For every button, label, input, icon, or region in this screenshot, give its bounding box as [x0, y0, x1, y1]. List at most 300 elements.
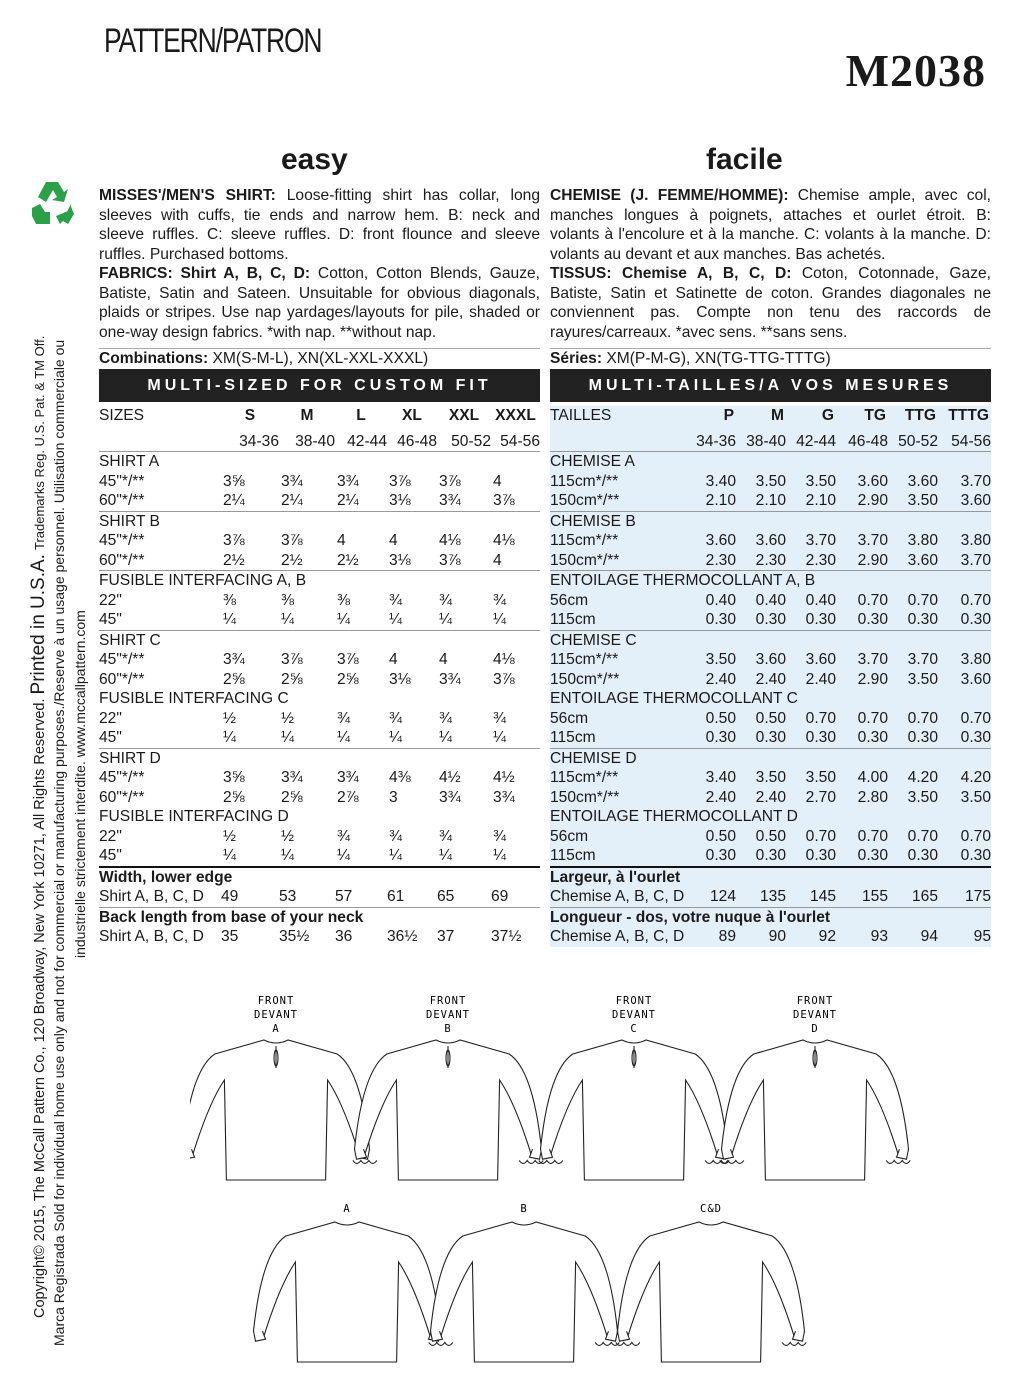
cell-value: 0.70: [907, 709, 938, 727]
table-row: [99, 709, 540, 729]
sidebar-line1: [28, 336, 50, 1318]
width-value: 175: [964, 888, 991, 905]
cell-value: 3⅝: [223, 769, 245, 786]
cell-value: 4: [389, 532, 398, 549]
table-row: [550, 768, 991, 788]
cell-value: ¼: [439, 611, 453, 628]
cell-value: ⅜: [281, 591, 295, 609]
cell-value: 0.70: [857, 591, 888, 609]
back-view-letter: C&D: [700, 1203, 722, 1215]
measure: 46-48: [397, 432, 437, 450]
cell-value: 0.30: [960, 847, 991, 864]
table-row: [550, 788, 991, 808]
desc-text-en: Loose-fitting shirt has collar, long sleeves with cuffs, tie ends and narrow hem. B: neck and sleeve ruffles. C: sleeve ruffles. D: front flounce and sleeve ruffles. Purchased bottoms.: [99, 187, 540, 263]
width-value: 53: [279, 888, 297, 905]
group-title-row: [99, 630, 540, 650]
cell-value: 4⅛: [493, 651, 515, 668]
cell-value: 4⅜: [389, 769, 411, 786]
cell-value: 3.50: [907, 788, 938, 806]
trademark-text: Trademarks Reg. U.S. Pat. & TM Off.: [32, 335, 47, 550]
cell-value: 4½: [493, 769, 515, 786]
width-title-row: [550, 867, 991, 888]
cell-value: 3.50: [960, 788, 991, 806]
devant-label: DEVANT: [612, 1009, 656, 1021]
size-m: M: [771, 407, 784, 424]
cell-value: 3¾: [439, 788, 461, 806]
cell-value: 2⅝: [281, 788, 303, 806]
fabrics-text-en: Cotton, Cotton Blends, Gauze, Batiste, Satin and Sateen. Unsuitable for obvious diagonals, plaids or stripes. Use nap yardages/layouts for pile, shaded or one-way design fabrics. *with nap. **without nap.: [99, 265, 540, 341]
devant-label: DEVANT: [426, 1009, 470, 1021]
yardage-table-en: [99, 406, 540, 947]
length-row: [99, 927, 540, 947]
cell-value: 3.60: [857, 472, 888, 490]
cell-value: 4: [493, 551, 502, 569]
cell-value: 3.70: [960, 472, 991, 490]
cell-value: 0.50: [705, 709, 736, 727]
measure: 50-52: [451, 432, 491, 450]
size-xxl: XXL: [448, 407, 480, 424]
cell-value: 3.50: [907, 670, 938, 688]
sidebar-line2: Marca Registrada Sold for individual home use only and not for commercial or manufacturing purposes./Reserve à un usage personnel. Utilisation commerciale ou: [51, 339, 67, 1346]
measures-row: [550, 432, 991, 452]
view-letter: B: [444, 1023, 452, 1035]
cell-value: 3.70: [857, 651, 888, 668]
row-label: 45"*/**: [99, 769, 145, 786]
shirt-sketch: [720, 1040, 910, 1180]
pattern-code: M2038: [845, 45, 986, 96]
cell-value: 2.40: [705, 670, 736, 688]
length-value: 92: [818, 928, 836, 945]
group-title: SHIRT A: [99, 452, 540, 472]
cell-value: 0.70: [857, 827, 888, 845]
row-label: 60"*/**: [99, 670, 145, 688]
back-view-letter: B: [520, 1203, 528, 1215]
group-title: CHEMISE D: [550, 748, 991, 768]
cell-value: 3.70: [805, 532, 836, 549]
cell-value: 2½: [337, 551, 359, 569]
row-label: 115cm*/**: [550, 472, 619, 490]
group-title: SHIRT B: [99, 511, 540, 531]
devant-label: DEVANT: [793, 1009, 837, 1021]
cell-value: ¼: [337, 729, 351, 746]
cell-value: ¼: [493, 847, 507, 864]
row-label: 56cm: [550, 709, 589, 727]
size-xxxl: XXXL: [495, 407, 536, 424]
table-row: [550, 670, 991, 690]
group-title-row: [99, 571, 540, 591]
table-row: [99, 650, 540, 670]
group-title: CHEMISE A: [550, 452, 991, 472]
cell-value: 4: [337, 532, 346, 549]
view-letter: A: [272, 1023, 280, 1035]
cell-value: 0.50: [755, 827, 786, 845]
cell-value: ¾: [493, 709, 507, 727]
front-label: FRONT: [615, 995, 653, 1007]
group-title-row: [550, 748, 991, 768]
cell-value: ¼: [337, 847, 351, 864]
desc-text-fr: Chemise ample, avec col, manches longues à poignets, attaches et ourlet étroit. B: volants à l'encolure et à la manche. C: volants à la manche. D: volants au devant et aux manches. Bas achetés.: [550, 187, 991, 263]
cell-value: ¼: [337, 611, 351, 628]
measures-label: [99, 432, 221, 452]
cell-value: 0.30: [960, 611, 991, 628]
group-title: CHEMISE C: [550, 630, 991, 650]
table-row: [99, 846, 540, 867]
cell-value: 0.30: [705, 847, 736, 864]
size-ttg: TTG: [904, 407, 936, 424]
row-label: 60"*/**: [99, 551, 145, 569]
cell-value: 2⅝: [337, 670, 359, 688]
table-row: [550, 610, 991, 630]
cell-value: ⅜: [223, 591, 237, 609]
fabrics-title-fr: TISSUS: Chemise A, B, C, D:: [550, 265, 792, 282]
length-value: 35: [221, 928, 239, 945]
cell-value: 0.70: [960, 591, 991, 609]
row-label: 22": [99, 591, 122, 609]
cell-value: ¾: [389, 591, 403, 609]
heading-easy: easy: [281, 143, 348, 176]
row-label: 22": [99, 709, 122, 727]
group-title-row: [550, 630, 991, 650]
cell-value: 3¾: [223, 651, 245, 668]
shirt-sketch: [353, 1040, 543, 1180]
cell-value: 2.10: [805, 492, 836, 509]
back-view-letter: A: [343, 1203, 351, 1215]
width-value: 145: [809, 888, 836, 905]
cell-value: 3.60: [755, 532, 786, 549]
cell-value: ¼: [389, 611, 403, 628]
cell-value: 2.10: [755, 492, 786, 509]
cell-value: 0.70: [805, 827, 836, 845]
cell-value: 3.80: [960, 532, 991, 549]
cell-value: ¼: [223, 729, 237, 746]
sizes-label: TAILLES: [550, 407, 612, 424]
measure: 42-44: [796, 432, 836, 450]
width-label: Chemise A, B, C, D: [550, 888, 685, 905]
cell-value: 3: [389, 788, 398, 806]
cell-value: 2.40: [705, 788, 736, 806]
cell-value: ¾: [389, 827, 403, 845]
width-value: 61: [387, 888, 405, 905]
cell-value: 4.20: [907, 769, 938, 786]
cell-value: 0.30: [805, 729, 836, 746]
table-row: [550, 472, 991, 492]
cell-value: 0.70: [805, 709, 836, 727]
cell-value: ½: [223, 709, 237, 727]
cell-value: 3⅝: [223, 472, 245, 490]
cell-value: 2.10: [705, 492, 736, 509]
length-value: 93: [870, 928, 888, 945]
cell-value: 3⅞: [389, 472, 411, 490]
group-title-row: [550, 807, 991, 827]
length-value: 94: [920, 928, 938, 945]
table-row: [99, 491, 540, 511]
band-en: MULTI-SIZED FOR CUSTOM FIT: [99, 369, 540, 402]
desc-title-en: MISSES'/MEN'S SHIRT:: [99, 187, 276, 204]
table-row: [99, 768, 540, 788]
cell-value: 2.90: [857, 670, 888, 688]
cell-value: 3.70: [960, 551, 991, 569]
row-label: 22": [99, 827, 122, 845]
front-label: FRONT: [257, 995, 295, 1007]
row-label: 150cm*/**: [550, 788, 620, 806]
width-row: [550, 887, 991, 907]
cell-value: 2½: [223, 551, 245, 569]
shirt-sketch: [429, 1222, 619, 1362]
group-title: CHEMISE B: [550, 511, 991, 531]
table-row: [99, 591, 540, 611]
cell-value: 2.80: [857, 788, 888, 806]
cell-value: 3⅛: [389, 670, 411, 688]
group-title: SHIRT D: [99, 748, 540, 768]
width-value: 165: [911, 888, 938, 905]
cell-value: 0.30: [907, 729, 938, 746]
cell-value: 3.50: [755, 472, 786, 490]
table-row: [550, 551, 991, 571]
table-row: [99, 551, 540, 571]
cell-value: 3¾: [337, 769, 359, 786]
cell-value: ½: [281, 709, 295, 727]
length-value: 37½: [491, 928, 522, 945]
row-label: 60"*/**: [99, 788, 145, 806]
length-value: 95: [973, 928, 991, 945]
cell-value: ¼: [223, 847, 237, 864]
cell-value: 0.40: [705, 591, 736, 609]
fabrics-text-fr: Coton, Cotonnade, Gaze, Batiste, Satin et Satinette de coton. Grandes diagonales ne conviennent pas. Compte non tenu des raccords de rayures/carreaux. *avec sens. **sans sens.: [550, 265, 991, 341]
shirt-sketch: [190, 1040, 370, 1180]
length-value: 35½: [279, 928, 310, 945]
cell-value: 0.30: [857, 729, 888, 746]
fabrics-title-en: FABRICS: Shirt A, B, C, D:: [99, 265, 311, 282]
row-label: 45"*/**: [99, 651, 145, 668]
cell-value: 2⅝: [223, 788, 245, 806]
cell-value: 3⅞: [493, 670, 515, 688]
row-label: 115cm: [550, 729, 596, 746]
group-title-row: [99, 748, 540, 768]
measure: 50-52: [898, 432, 938, 450]
cell-value: 3.40: [705, 472, 736, 490]
cell-value: 2.40: [755, 788, 786, 806]
view-letter: D: [811, 1023, 819, 1035]
measure: 38-40: [746, 432, 786, 450]
row-label: 60"*/**: [99, 492, 145, 509]
cell-value: 3.50: [755, 769, 786, 786]
cell-value: 0.30: [857, 611, 888, 628]
cell-value: 0.70: [960, 827, 991, 845]
copyright-text: Copyright© 2015, The McCall Pattern Co., 120 Broadway, New York 10271, All Rights Reserved.: [32, 698, 48, 1318]
french-description: [550, 186, 991, 342]
length-label: Shirt A, B, C, D: [99, 928, 204, 945]
size-p: P: [723, 407, 734, 424]
shirt-sketch: [539, 1040, 729, 1180]
cell-value: 2⅝: [281, 670, 303, 688]
cell-value: ¼: [493, 729, 507, 746]
cell-value: 2.90: [857, 551, 888, 569]
cell-value: 3.50: [907, 492, 938, 509]
cell-value: 0.30: [805, 847, 836, 864]
table-row: [550, 531, 991, 551]
cell-value: 2¼: [337, 492, 359, 509]
cell-value: 3⅞: [493, 492, 515, 509]
garment-drawings: [190, 990, 1010, 1370]
cell-value: 4: [493, 472, 502, 490]
row-label: 45": [99, 729, 122, 746]
table-row: [99, 788, 540, 808]
group-title-row: [99, 807, 540, 827]
cell-value: 2¼: [281, 492, 303, 509]
cell-value: 0.70: [960, 709, 991, 727]
table-row: [550, 591, 991, 611]
cell-value: 3⅞: [281, 651, 303, 668]
cell-value: 3.60: [755, 651, 786, 668]
cell-value: ¼: [439, 847, 453, 864]
cell-value: 3.80: [907, 532, 938, 549]
combinations-en: Combinations: XM(S-M-L), XN(XL-XXL-XXXL): [99, 348, 540, 368]
group-title: FUSIBLE INTERFACING C: [99, 690, 289, 707]
measure: 34-36: [239, 432, 279, 450]
size-m: M: [300, 407, 314, 424]
cell-value: ½: [281, 827, 295, 845]
cell-value: 4.20: [960, 769, 991, 786]
table-row: [99, 610, 540, 630]
measure: 34-36: [696, 432, 736, 450]
cell-value: 0.50: [755, 709, 786, 727]
measures-row: [99, 432, 540, 452]
length-value: 36: [335, 928, 353, 945]
row-label: 150cm*/**: [550, 492, 620, 509]
desc-title-fr: CHEMISE (J. FEMME/HOMME):: [550, 187, 789, 204]
row-label: 45"*/**: [99, 532, 145, 549]
row-label: 56cm: [550, 591, 589, 609]
cell-value: 3⅞: [439, 551, 461, 569]
recycle-icon: [28, 178, 78, 228]
brand-title: PATTERN/PATRON: [104, 22, 322, 60]
band-fr: MULTI-TAILLES/A VOS MESURES: [550, 369, 991, 402]
width-value: 124: [709, 888, 736, 905]
row-label: 150cm*/**: [550, 551, 620, 569]
cell-value: 4: [439, 651, 448, 668]
english-description: [99, 186, 540, 342]
table-row: [99, 531, 540, 551]
cell-value: 0.50: [705, 827, 736, 845]
cell-value: 0.30: [960, 729, 991, 746]
cell-value: 0.70: [907, 591, 938, 609]
width-value: 57: [335, 888, 353, 905]
table-row: [99, 472, 540, 492]
cell-value: ¼: [281, 611, 295, 628]
table-row: [99, 827, 540, 847]
sizes-row: [99, 406, 540, 432]
size-g: G: [821, 407, 834, 424]
cell-value: ¾: [389, 709, 403, 727]
cell-value: 3⅞: [439, 472, 461, 490]
width-row: [99, 887, 540, 907]
measure: 42-44: [347, 432, 387, 450]
cell-value: 2⅞: [337, 788, 359, 806]
row-label: 115cm*/**: [550, 532, 619, 549]
measure: 54-56: [500, 432, 540, 450]
cell-value: 3⅛: [389, 551, 411, 569]
cell-value: 2.70: [805, 788, 836, 806]
cell-value: 2⅝: [223, 670, 245, 688]
cell-value: 4⅛: [493, 532, 515, 549]
row-label: 45": [99, 847, 122, 864]
cell-value: 3¾: [439, 492, 461, 509]
cell-value: 3⅞: [337, 651, 359, 668]
cell-value: 0.30: [755, 611, 786, 628]
table-row: [550, 491, 991, 511]
cell-value: ¼: [223, 611, 237, 628]
row-label: 115cm: [550, 847, 596, 864]
cell-value: ¼: [281, 729, 295, 746]
cell-value: ¾: [439, 827, 453, 845]
length-row: [550, 927, 991, 947]
size-xl: XL: [402, 407, 422, 424]
size-l: L: [356, 407, 366, 424]
shirt-sketch: [616, 1222, 806, 1362]
cell-value: 2.40: [805, 670, 836, 688]
width-value: 69: [491, 888, 509, 905]
group-title: ENTOILAGE THERMOCOLLANT D: [550, 808, 798, 825]
size-s: S: [244, 407, 256, 424]
cell-value: 3.40: [705, 769, 736, 786]
cell-value: 3¾: [337, 472, 359, 490]
cell-value: 3.50: [705, 651, 736, 668]
width-value: 65: [437, 888, 455, 905]
group-title-row: [550, 452, 991, 472]
row-label: 150cm*/**: [550, 670, 620, 688]
row-label: 45": [99, 611, 122, 628]
measure: 54-56: [951, 432, 991, 450]
length-title-row: [550, 907, 991, 927]
row-label: 45"*/**: [99, 472, 145, 490]
width-title-row: [99, 867, 540, 888]
size-tttg: TTTG: [948, 407, 989, 424]
table-row: [550, 650, 991, 670]
view-letter: C: [630, 1023, 638, 1035]
cell-value: 0.30: [805, 611, 836, 628]
cell-value: 3.60: [907, 551, 938, 569]
group-title: SHIRT C: [99, 630, 540, 650]
yardage-table-fr: [550, 406, 991, 947]
group-title-row: [99, 511, 540, 531]
width-value: 155: [861, 888, 888, 905]
cell-value: 3.60: [907, 472, 938, 490]
cell-value: 2½: [281, 551, 303, 569]
table-row: [550, 827, 991, 847]
cell-value: 4⅛: [439, 532, 461, 549]
table-row: [99, 670, 540, 690]
cell-value: 3.60: [705, 532, 736, 549]
group-title: FUSIBLE INTERFACING A, B: [99, 571, 540, 591]
cell-value: 3⅛: [389, 492, 411, 509]
table-row: [550, 709, 991, 729]
combinations-fr: Séries: XM(P-M-G), XN(TG-TTG-TTTG): [550, 348, 991, 368]
group-title-row: [550, 511, 991, 531]
cell-value: ¼: [493, 611, 507, 628]
width-value: 135: [759, 888, 786, 905]
group-title-row: [99, 452, 540, 472]
cell-value: 0.70: [907, 827, 938, 845]
cell-value: 2¼: [223, 492, 245, 509]
width-title: Largeur, à l'ourlet: [550, 867, 991, 888]
cell-value: 3.80: [960, 651, 991, 668]
cell-value: ¾: [493, 591, 507, 609]
cell-value: ¾: [337, 827, 351, 845]
row-label: 115cm: [550, 611, 596, 628]
table-row: [550, 728, 991, 748]
cell-value: 2.40: [755, 670, 786, 688]
length-value: 90: [768, 928, 786, 945]
